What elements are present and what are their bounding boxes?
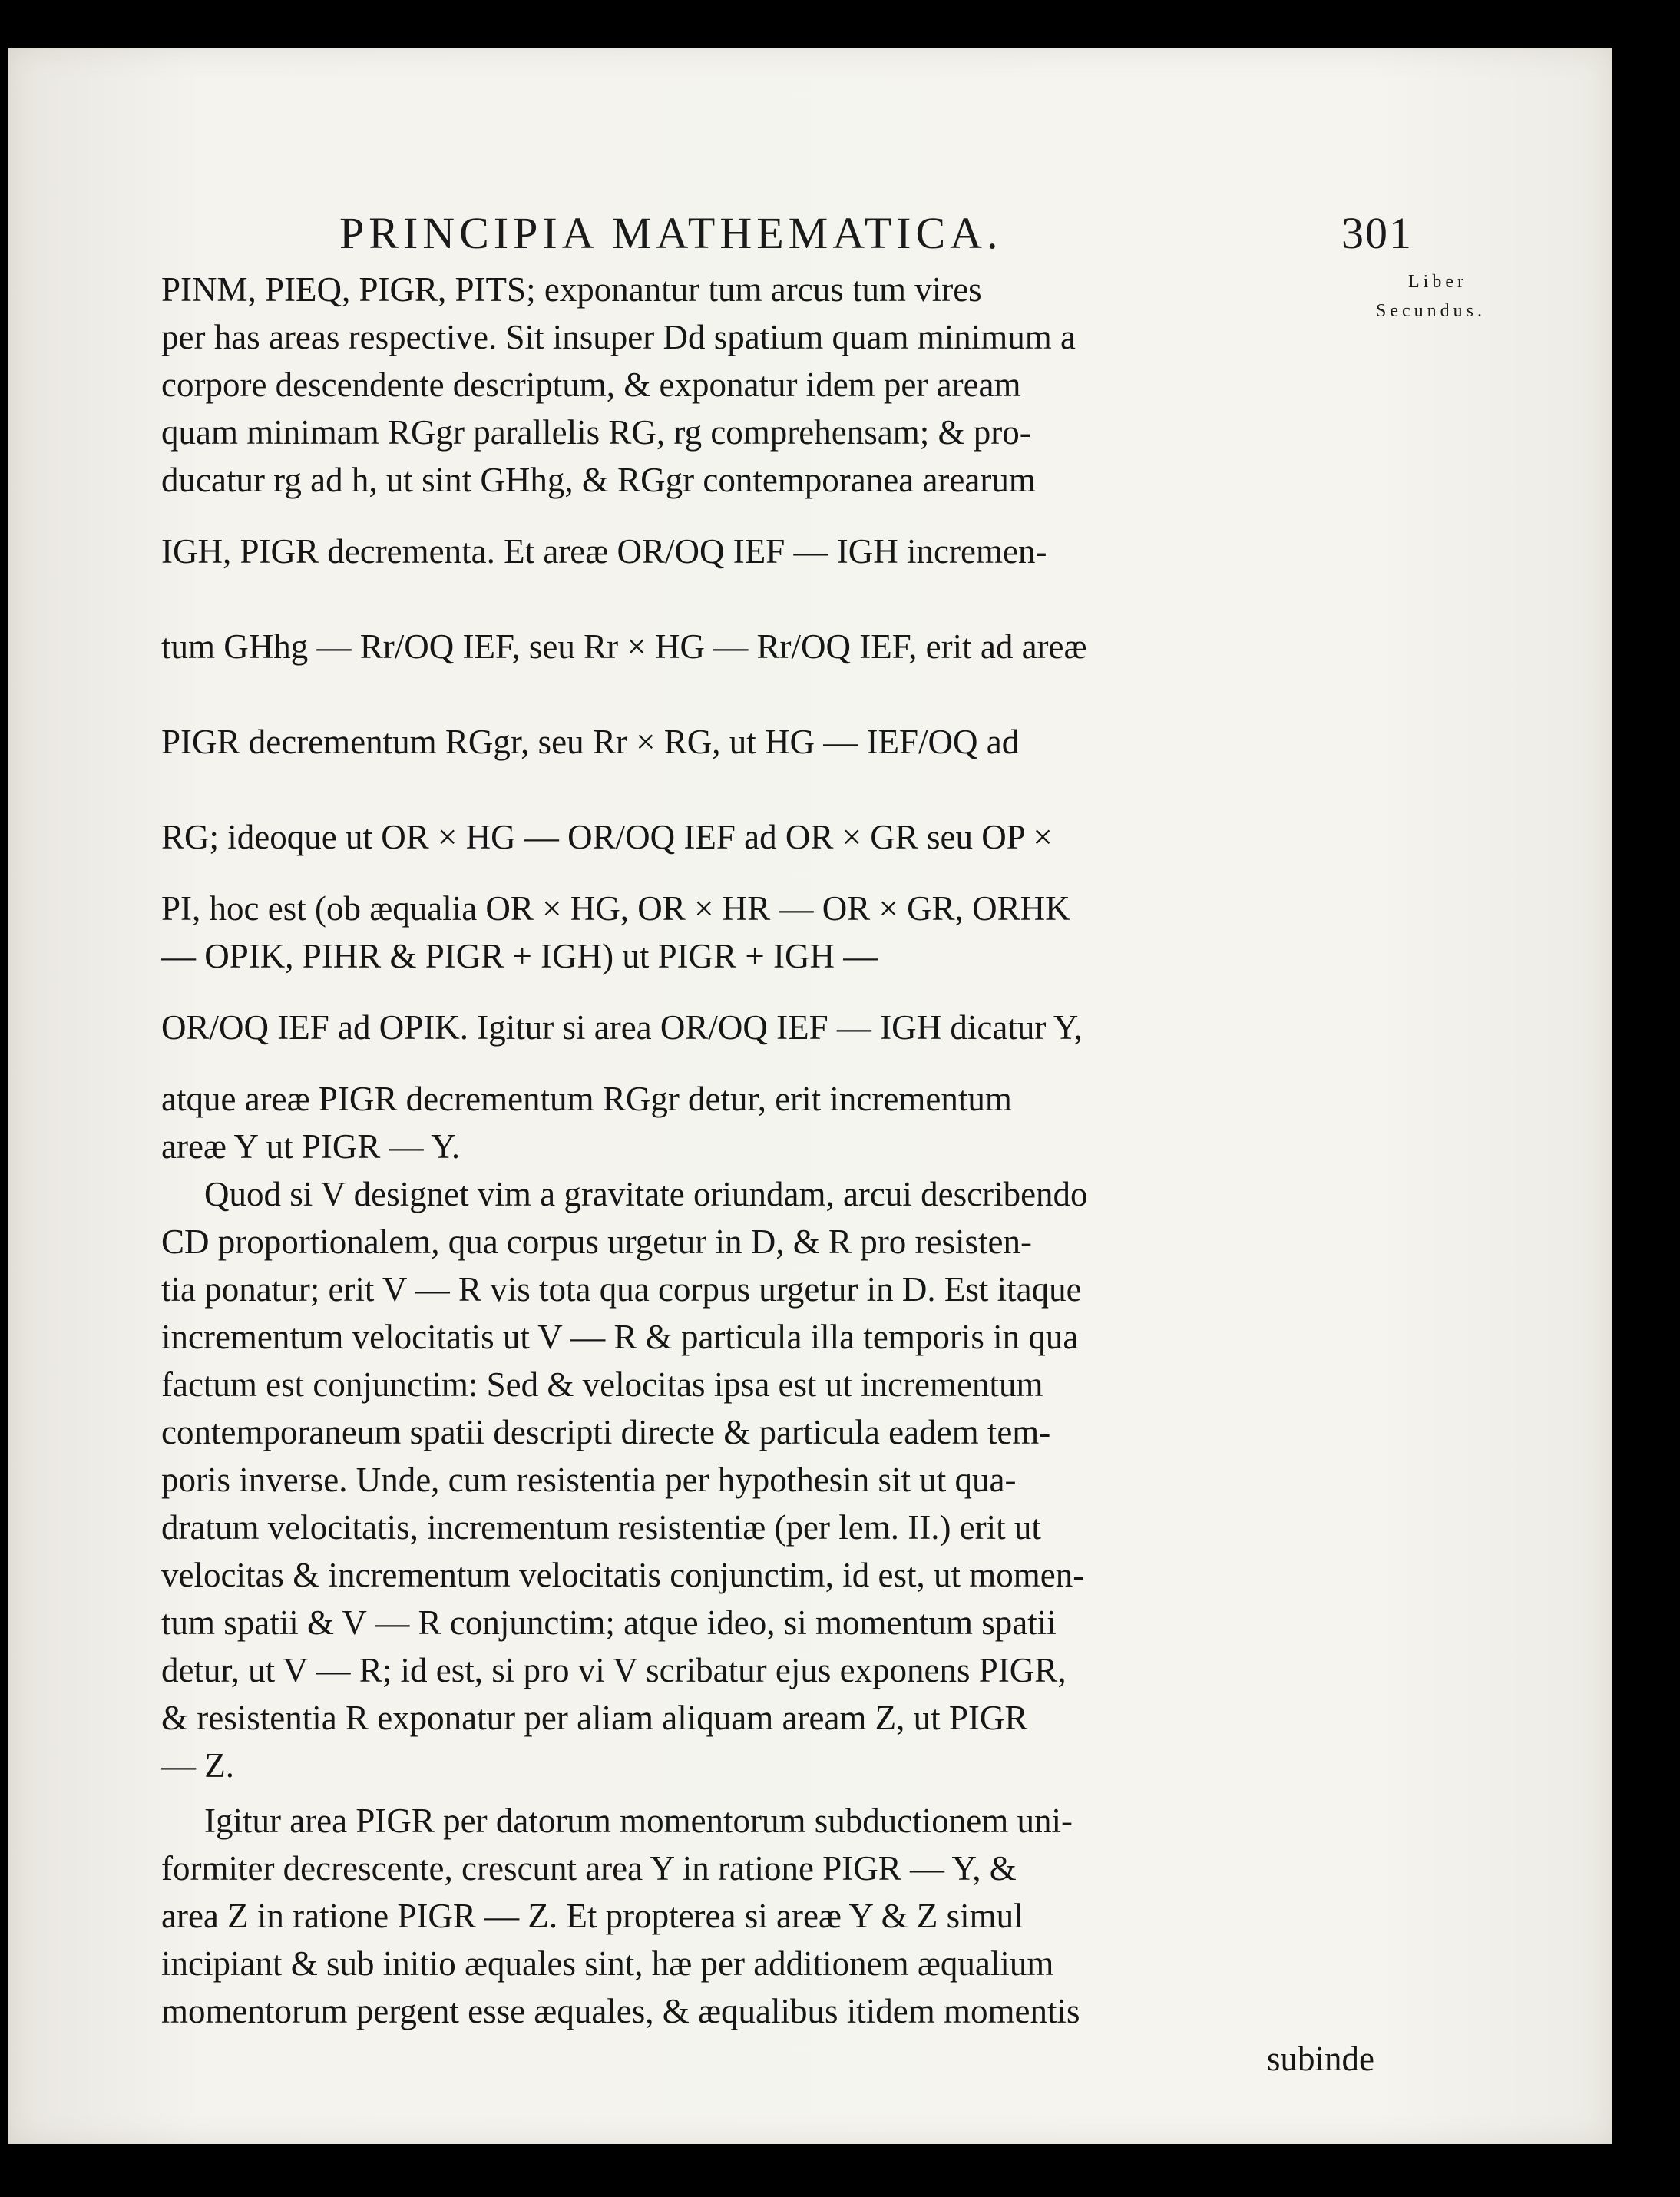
page-number: 301: [1341, 208, 1413, 258]
text-line: factum est conjunctim: Sed & velocitas ipsa est ut incrementum: [161, 1365, 1043, 1404]
text-line: per has areas respective. Sit insuper Dd spatium quam minimum a: [161, 318, 1076, 356]
text-line: dratum velocitatis, incrementum resistentiæ (per lem. II.) erit ut: [161, 1508, 1041, 1547]
catchword: subinde: [1267, 2040, 1374, 2078]
margin-note: [1376, 267, 1553, 326]
text-line: PI, hoc est (ob æqualia OR × HG, OR × HR — OR × GR, ORHK: [161, 889, 1070, 928]
text-line: incipiant & sub initio æquales sint, hæ per additionem æqualium: [161, 1944, 1054, 1983]
text-line: incrementum velocitatis ut V — R & particula illa temporis in qua: [161, 1318, 1079, 1356]
text-line: poris inverse. Unde, cum resistentia per hypothesin sit ut qua-: [161, 1461, 1017, 1499]
text-line: formiter decrescente, crescunt area Y in ratione PIGR — Y, &: [161, 1849, 1017, 1888]
margin-note-line-1: Liber: [1408, 272, 1467, 292]
text-line: tum GHhg — Rr/OQ IEF, seu Rr × HG — Rr/OQ IEF, erit ad areæ: [161, 627, 1087, 666]
text-line: Quod si V designet vim a gravitate oriundam, arcui describendo: [204, 1175, 1088, 1213]
text-line: — OPIK, PIHR & PIGR + IGH) ut PIGR + IGH —: [161, 937, 878, 975]
text-line: contemporaneum spatii descripti directe & particula eadem tem-: [161, 1413, 1051, 1451]
text-line: PIGR decrementum RGgr, seu Rr × RG, ut HG — IEF/OQ ad: [161, 723, 1020, 761]
text-line: OR/OQ IEF ad OPIK. Igitur si area OR/OQ IEF — IGH dicatur Y,: [161, 1008, 1083, 1047]
text-line: IGH, PIGR decrementa. Et areæ OR/OQ IEF — IGH incremen-: [161, 532, 1047, 571]
running-header: [339, 207, 1413, 259]
margin-note-line-2: Secundus.: [1376, 301, 1486, 321]
text-line: PINM, PIEQ, PIGR, PITS; exponantur tum arcus tum vires: [161, 270, 982, 309]
text-line: velocitas & incrementum velocitatis conjunctim, id est, ut momen-: [161, 1556, 1085, 1594]
text-line: — Z.: [161, 1746, 234, 1785]
text-line: quam minimam RGgr parallelis RG, rg comprehensam; & pro-: [161, 413, 1031, 452]
text-line: atque areæ PIGR decrementum RGgr detur, erit incrementum: [161, 1080, 1012, 1118]
text-line: tia ponatur; erit V — R vis tota qua corpus urgetur in D. Est itaque: [161, 1270, 1082, 1309]
text-line: ducatur rg ad h, ut sint GHhg, & RGgr contemporanea arearum: [161, 461, 1036, 499]
text-line: CD proportionalem, qua corpus urgetur in D, & R pro resisten-: [161, 1223, 1032, 1261]
text-line: & resistentia R exponatur per aliam aliquam aream Z, ut PIGR: [161, 1699, 1028, 1737]
text-line: momentorum pergent esse æquales, & æqualibus itidem momentis: [161, 1992, 1080, 2030]
text-line: detur, ut V — R; id est, si pro vi V scribatur ejus exponens PIGR,: [161, 1651, 1067, 1689]
body-text: [161, 266, 1374, 2083]
text-line: tum spatii & V — R conjunctim; atque ideo, si momentum spatii: [161, 1603, 1057, 1642]
text-line: area Z in ratione PIGR — Z. Et propterea si areæ Y & Z simul: [161, 1897, 1024, 1935]
text-line: corpore descendente descriptum, & exponatur idem per aream: [161, 366, 1021, 404]
running-title: PRINCIPIA MATHEMATICA.: [339, 208, 1003, 258]
text-line: areæ Y ut PIGR — Y.: [161, 1127, 461, 1166]
book-page: [8, 48, 1612, 2144]
text-line: Igitur area PIGR per datorum momentorum subductionem uni-: [204, 1802, 1073, 1840]
text-line: RG; ideoque ut OR × HG — OR/OQ IEF ad OR × GR seu OP ×: [161, 818, 1053, 856]
